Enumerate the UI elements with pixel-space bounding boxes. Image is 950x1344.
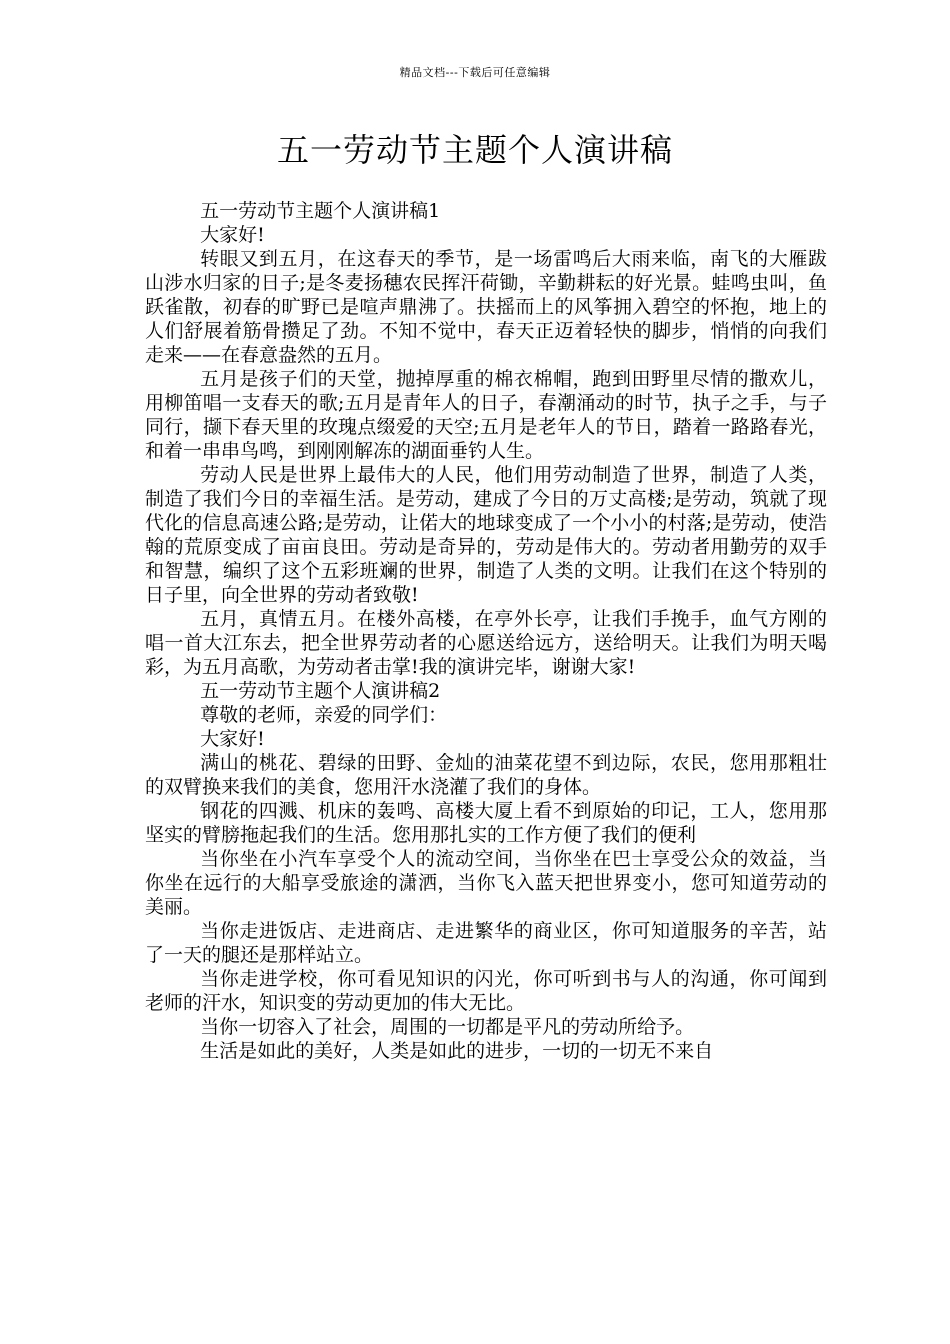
body-paragraph: 当你坐在小汽车享受个人的流动空间，当你坐在巴士享受公众的效益，当你坐在远行的大船享受旅途的潇洒，当你飞入蓝天把世界变小，您可知道劳动的美丽。 — [145, 848, 827, 918]
body-paragraph: 五月是孩子们的天堂，抛掉厚重的棉衣棉帽，跑到田野里尽情的撒欢儿，用柳笛唱一支春天的歌;五月是青年人的日子，春潮涌动的时节，执子之手，与子同行，撷下春天里的玫瑰点缀爱的天空;五月是老年人的节日，踏着一路路春光，和着一串串鸟鸣，到刚刚解冻的湖面垂钓人生。 — [145, 368, 827, 462]
body-paragraph: 劳动人民是世界上最伟大的人民，他们用劳动制造了世界，制造了人类，制造了我们今日的幸福生活。是劳动，建成了今日的万丈高楼;是劳动，筑就了现代化的信息高速公路;是劳动，让偌大的地球变成了一个小小的村落;是劳动，使浩翰的荒原变成了亩亩良田。劳动是奇异的，劳动是伟大的。劳动者用勤劳的双手和智慧，编织了这个五彩班斓的世界，制造了人类的文明。让我们在这个特别的日子里，向全世界的劳动者致敬! — [145, 464, 827, 606]
body-paragraph: 生活是如此的美好，人类是如此的进步，一切的一切无不来自 — [200, 1040, 714, 1062]
document-body — [145, 199, 827, 1063]
header-note: 精品文档---下载后可任意编辑 — [399, 66, 551, 79]
body-paragraph: 满山的桃花、碧绿的田野、金灿的油菜花望不到边际，农民，您用那粗壮的双臂换来我们的美食，您用汗水浇灌了我们的身体。 — [145, 752, 827, 798]
greeting: 大家好! — [200, 224, 265, 246]
greeting: 大家好! — [200, 728, 265, 750]
body-paragraph: 钢花的四溅、机床的轰鸣、高楼大厦上看不到原始的印记，工人，您用那坚实的臂膀拖起我们的生活。您用那扎实的工作方便了我们的便利 — [145, 800, 827, 846]
body-paragraph: 当你一切容入了社会，周围的一切都是平凡的劳动所给予。 — [200, 1016, 695, 1038]
section-heading-1: 五一劳动节主题个人演讲稿1 — [200, 200, 441, 222]
body-paragraph: 当你走进饭店、走进商店、走进繁华的商业区，你可知道服务的辛苦，站了一天的腿还是那样站立。 — [145, 920, 827, 966]
body-paragraph: 当你走进学校，你可看见知识的闪光，你可听到书与人的沟通，你可闻到老师的汗水，知识变的劳动更加的伟大无比。 — [145, 968, 827, 1014]
body-paragraph: 五月，真情五月。在楼外高楼，在亭外长亭，让我们手挽手，血气方刚的唱一首大江东去，把全世界劳动者的心愿送给远方，送给明天。让我们为明天喝彩，为五月高歌，为劳动者击掌!我的演讲完毕，谢谢大家! — [145, 608, 827, 678]
section-heading-2: 五一劳动节主题个人演讲稿2 — [200, 680, 441, 702]
body-paragraph: 转眼又到五月，在这春天的季节，是一场雷鸣后大雨来临，南飞的大雁跋山涉水归家的日子;是冬麦扬穗农民挥汗荷锄，辛勤耕耘的好光景。蛙鸣虫叫，鱼跃雀散，初春的旷野已是喧声鼎沸了。扶摇而上的风筝拥入碧空的怀抱，地上的人们舒展着筋骨攒足了劲。不知不觉中，春天正迈着轻快的脚步，悄悄的向我们走来——在春意盎然的五月。 — [145, 248, 827, 366]
salutation: 尊敬的老师，亲爱的同学们： — [200, 704, 448, 726]
document-title: 五一劳动节主题个人演讲稿 — [276, 131, 673, 169]
